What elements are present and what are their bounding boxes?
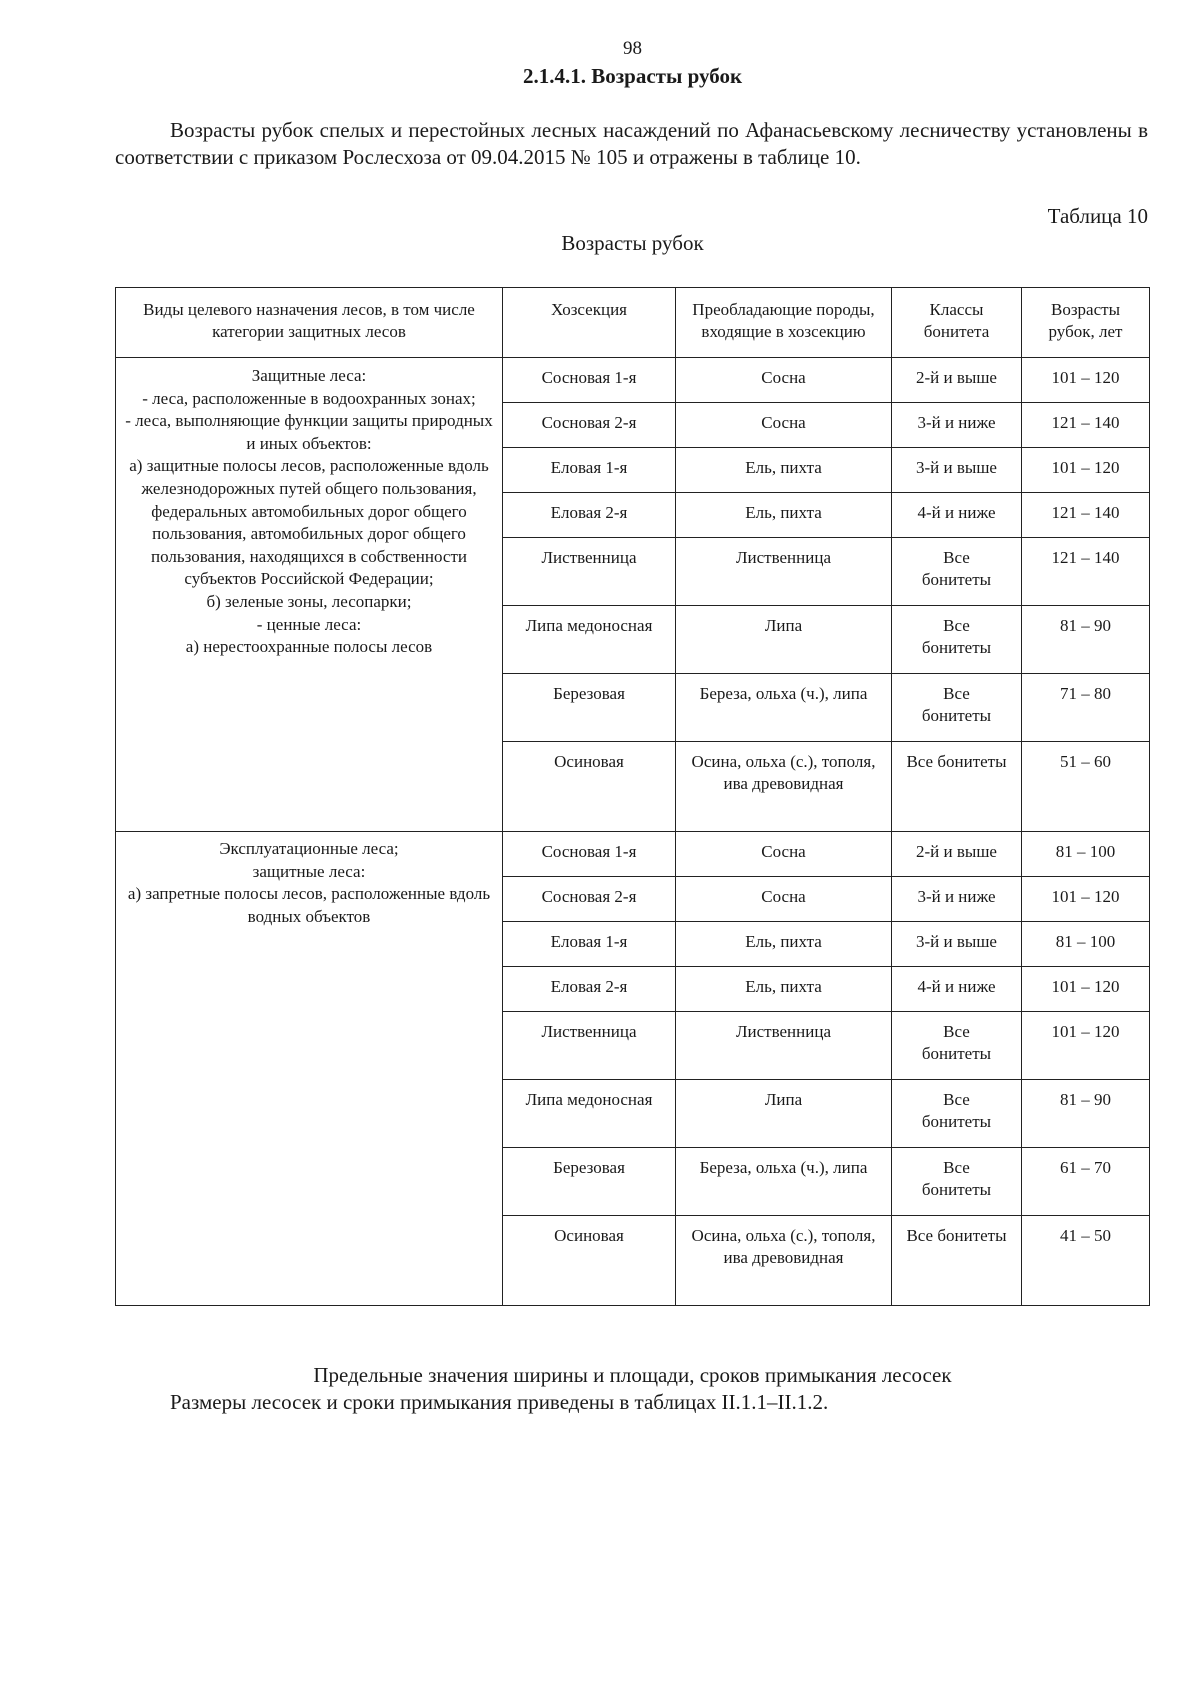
section-cell: Сосновая 2-я [503, 877, 676, 922]
section-cell: Сосновая 1-я [503, 358, 676, 403]
header-bonitet: Классы бонитета [892, 288, 1022, 358]
category-line: Защитные леса: [251, 366, 367, 385]
age-cell: 81 – 100 [1022, 832, 1150, 877]
section-cell: Еловая 2-я [503, 493, 676, 538]
age-cell: 81 – 90 [1022, 606, 1150, 674]
section-cell: Лиственница [503, 1012, 676, 1080]
age-cell: 101 – 120 [1022, 358, 1150, 403]
species-cell: Сосна [676, 358, 892, 403]
table-label: Таблица 10 [1047, 204, 1148, 228]
section-cell: Липа медоносная [503, 606, 676, 674]
table-row [116, 832, 1150, 877]
section-cell: Сосновая 1-я [503, 832, 676, 877]
section-cell: Осиновая [503, 742, 676, 832]
age-cell: 121 – 140 [1022, 403, 1150, 448]
species-cell: Ель, пихта [676, 493, 892, 538]
age-cell: 121 – 140 [1022, 493, 1150, 538]
table-row [116, 358, 1150, 403]
bonitet-cell: Все бонитеты [892, 1080, 1022, 1148]
bonitet-cell: 3-й и ниже [892, 877, 1022, 922]
section-title: 2.1.4.1. Возрасты рубок [522, 64, 743, 88]
age-cell: 71 – 80 [1022, 674, 1150, 742]
age-cell: 61 – 70 [1022, 1148, 1150, 1216]
page-number: 98 [623, 38, 642, 59]
bonitet-cell: Все бонитеты [892, 538, 1022, 606]
species-cell: Ель, пихта [676, 448, 892, 493]
category-line: защитные леса: [252, 861, 366, 881]
species-cell: Осина, ольха (с.), тополя, ива древовидная [676, 742, 892, 832]
header-age: Возрасты рубок, лет [1022, 288, 1150, 358]
age-cell: 101 – 120 [1022, 967, 1150, 1012]
section-cell: Осиновая [503, 1216, 676, 1306]
category-line: б) зеленые зоны, лесопарки; [206, 591, 412, 611]
section-cell: Березовая [503, 674, 676, 742]
bonitet-cell: Все бонитеты [892, 606, 1022, 674]
bonitet-cell: 3-й и выше [892, 922, 1022, 967]
category-line: - леса, выполняющие функции защиты природных и иных объектов: [125, 411, 493, 453]
category-line: - ценные леса: [256, 614, 362, 634]
age-cell: 81 – 100 [1022, 922, 1150, 967]
footer-text: Размеры лесосек и сроки примыкания приведены в таблицах II.1.1–II.1.2. [170, 1390, 829, 1414]
section-cell: Лиственница [503, 538, 676, 606]
bonitet-cell: 2-й и выше [892, 358, 1022, 403]
age-cell: 101 – 120 [1022, 1012, 1150, 1080]
bonitet-cell: 3-й и ниже [892, 403, 1022, 448]
age-cell: 101 – 120 [1022, 448, 1150, 493]
species-cell: Липа [676, 606, 892, 674]
species-cell: Лиственница [676, 538, 892, 606]
table-body [116, 358, 1150, 1306]
species-cell: Липа [676, 1080, 892, 1148]
header-section: Хозсекция [503, 288, 676, 358]
bonitet-cell: Все бонитеты [892, 1216, 1022, 1306]
section-cell: Липа медоносная [503, 1080, 676, 1148]
species-cell: Сосна [676, 877, 892, 922]
species-cell: Осина, ольха (с.), тополя, ива древовидная [676, 1216, 892, 1306]
age-cell: 121 – 140 [1022, 538, 1150, 606]
bonitet-cell: Все бонитеты [892, 1012, 1022, 1080]
category-line: а) запретные полосы лесов, расположенные вдоль водных объектов [127, 884, 491, 926]
section-cell: Еловая 2-я [503, 967, 676, 1012]
section-cell: Еловая 1-я [503, 922, 676, 967]
header-category: Виды целевого назначения лесов, в том числе категории защитных лесов [116, 288, 503, 358]
section-cell: Еловая 1-я [503, 448, 676, 493]
cutting-age-table [115, 287, 1150, 1306]
category-line: а) защитные полосы лесов, расположенные вдоль железнодорожных путей общего пользования, федеральных автомобильных дорог общего пользования, автомобильных дорог общего пользования, находящихся в собственности субъектов Российской Федерации; [129, 456, 489, 589]
bonitet-cell: 3-й и выше [892, 448, 1022, 493]
species-cell: Ель, пихта [676, 967, 892, 1012]
category-line: а) нерестоохранные полосы лесов [185, 637, 433, 657]
bonitet-cell: Все бонитеты [892, 1148, 1022, 1216]
section-cell: Березовая [503, 1148, 676, 1216]
category-cell [116, 358, 503, 832]
table-caption: Возрасты рубок [561, 231, 704, 255]
bonitet-cell: 2-й и выше [892, 832, 1022, 877]
species-cell: Береза, ольха (ч.), липа [676, 674, 892, 742]
age-cell: 51 – 60 [1022, 742, 1150, 832]
species-cell: Сосна [676, 832, 892, 877]
bonitet-cell: Все бонитеты [892, 674, 1022, 742]
table-header-row [116, 288, 1150, 358]
footer-heading: Предельные значения ширины и площади, сроков примыкания лесосек [313, 1363, 952, 1387]
category-line: - леса, расположенные в водоохранных зонах; [142, 388, 476, 408]
bonitet-cell: 4-й и ниже [892, 967, 1022, 1012]
section-cell: Сосновая 2-я [503, 403, 676, 448]
age-cell: 81 – 90 [1022, 1080, 1150, 1148]
species-cell: Ель, пихта [676, 922, 892, 967]
species-cell: Сосна [676, 403, 892, 448]
age-cell: 41 – 50 [1022, 1216, 1150, 1306]
species-cell: Береза, ольха (ч.), липа [676, 1148, 892, 1216]
intro-paragraph: Возрасты рубок спелых и перестойных лесных насаждений по Афанасьевскому лесничеству установлены в соответствии с приказом Рослесхоза от 09.04.2015 № 105 и отражены в таблице 10. [115, 118, 1148, 169]
category-line: Эксплуатационные леса; [219, 839, 399, 858]
bonitet-cell: 4-й и ниже [892, 493, 1022, 538]
bonitet-cell: Все бонитеты [892, 742, 1022, 832]
header-species: Преобладающие породы, входящие в хозсекцию [676, 288, 892, 358]
age-cell: 101 – 120 [1022, 877, 1150, 922]
species-cell: Лиственница [676, 1012, 892, 1080]
category-cell [116, 832, 503, 1306]
